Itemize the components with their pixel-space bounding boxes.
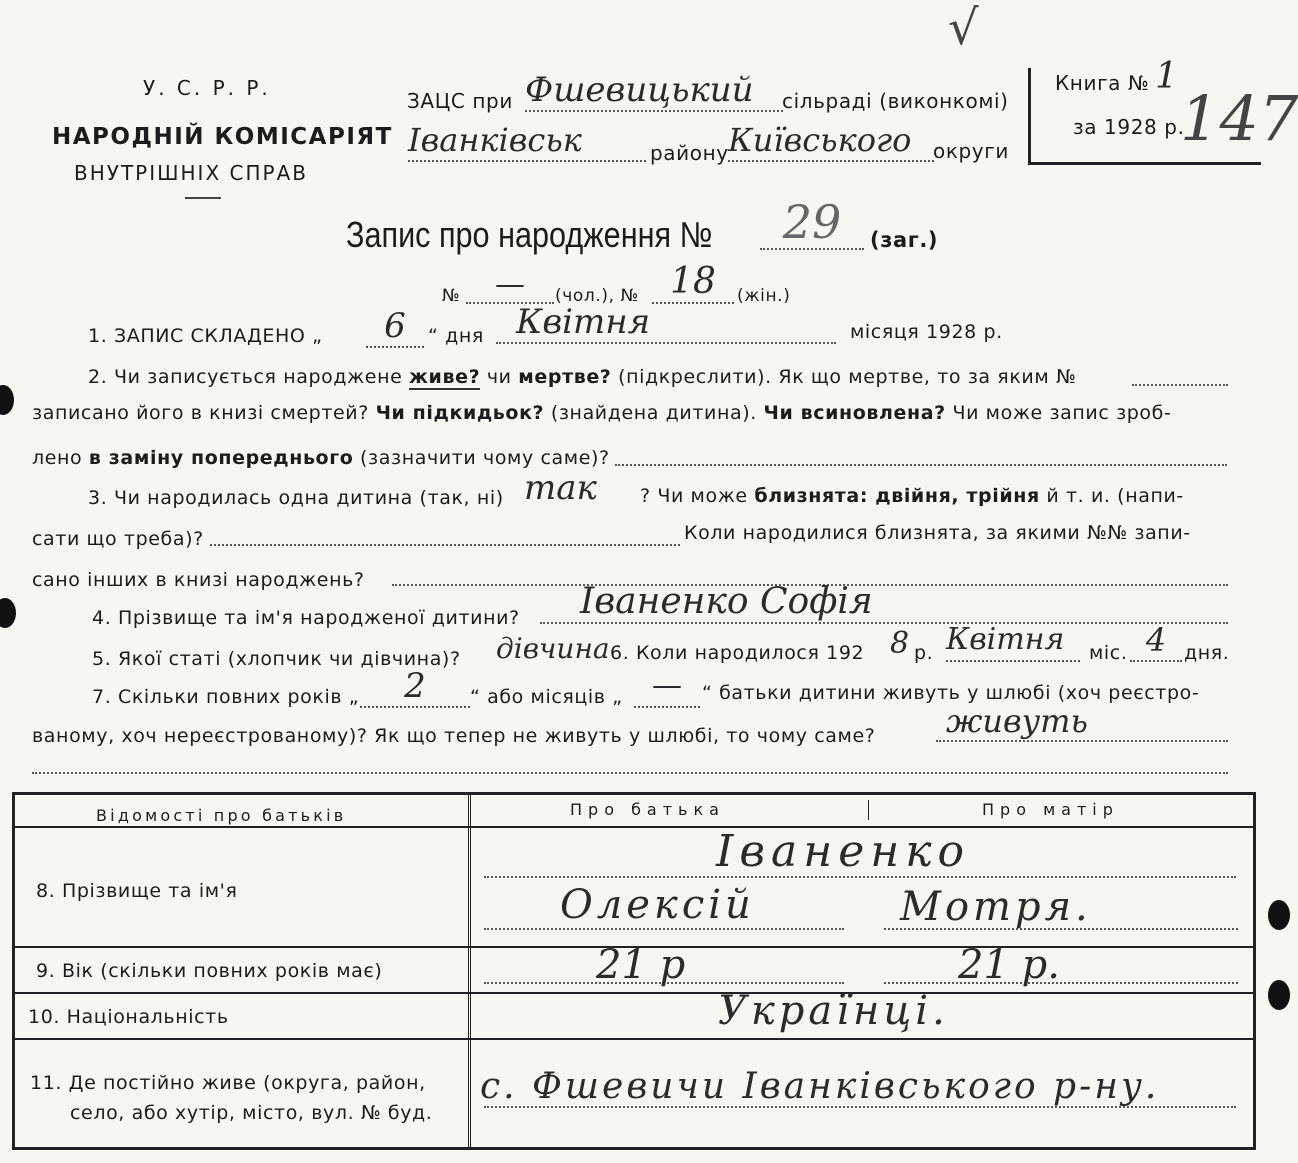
item2-line3: лено в заміну попереднього (зазначити чому саме)? — [32, 447, 610, 469]
row10-label: 10. Національність — [28, 1006, 229, 1028]
item2-dots-1 — [1132, 384, 1228, 386]
item4-label: 4. Прізвище та ім'я народженої дитини? — [92, 607, 520, 629]
table-header-info: Відомості про батьків — [96, 806, 347, 825]
male-suffix: (чол.), № — [555, 286, 639, 306]
row11-label-line2: село, або хутір, місто, вул. № буд. — [70, 1102, 433, 1124]
okruga-label: округи — [933, 139, 1009, 163]
item7-line1b: “ або місяців „ — [470, 686, 623, 708]
book-label: Книга № — [1055, 71, 1150, 95]
item5-label: 5. Якої статі (хлопчик чи дівчина)? — [92, 648, 461, 670]
title-suffix: (заг.) — [870, 228, 939, 252]
item7-married-handwritten: живуть — [936, 700, 1228, 742]
row10-nationality-handwritten: Українці. — [718, 988, 949, 1034]
item1-month-handwritten: Квітня — [496, 300, 836, 344]
book-number-handwritten: 1 — [1155, 56, 1178, 97]
check-mark: √ — [948, 0, 979, 56]
female-suffix: (жін.) — [737, 286, 791, 306]
ussr-heading: У. С. Р. Р. — [143, 76, 271, 100]
item1-day-handwritten: 6 — [366, 306, 424, 348]
item6-dnya: дня. — [1184, 642, 1230, 664]
punch-hole — [0, 598, 16, 628]
book-year: за 1928 р. — [1073, 115, 1185, 139]
item3-line2a: сати що треба)? — [32, 528, 204, 550]
row11-address-handwritten: с. Фшевичи Іванківського р-ну. — [480, 1066, 1160, 1107]
item4-child-name-handwritten: Іваненко Софія — [540, 580, 1228, 624]
item5-sex-handwritten: дівчина — [496, 632, 610, 665]
table-row-divider — [12, 1038, 1256, 1040]
row9-father-age-handwritten: 21 р — [596, 942, 686, 988]
zags-village-handwritten: Фшевицький — [525, 70, 783, 112]
item6-month-handwritten: Квітня — [946, 620, 1080, 662]
item2-dots-2 — [615, 464, 1227, 466]
record-number-handwritten: 29 — [760, 196, 864, 250]
item3-line3: сано інших в книзі народжень? — [32, 569, 365, 591]
table-col-divider — [468, 792, 471, 1150]
punch-hole — [1268, 900, 1290, 930]
item6-r: р. — [914, 642, 934, 664]
table-dots — [884, 982, 1238, 984]
row8-mother-name-handwritten: Мотря. — [900, 884, 1092, 930]
district-handwritten: Іванківськ — [408, 120, 646, 162]
item7-line1a: 7. Скільки повних років „ — [92, 686, 360, 708]
item7-years-handwritten: 2 — [360, 666, 470, 708]
row8-label: 8. Прізвище та ім'я — [36, 880, 238, 902]
item3-line1b: ? Чи може близнята: двійня, трійня й т. и. (напи- — [640, 485, 1184, 507]
record-title: Запис про народження № — [346, 214, 713, 255]
punch-hole — [0, 385, 14, 415]
male-number-label: № — [442, 286, 461, 306]
header-divider — [185, 197, 221, 199]
table-header-father: Про батька — [570, 800, 725, 819]
corner-number-handwritten: 147 — [1180, 82, 1298, 155]
item1-mid: “ дня — [428, 325, 484, 347]
item1-suffix: місяця 1928 р. — [850, 321, 1003, 343]
item2-line2: записано його в книзі смертей? Чи підкидьок? (знайдена дитина). Чи всиновлена? Чи може запис зроб- — [32, 402, 1172, 424]
punch-hole — [1268, 980, 1290, 1010]
female-number-handwritten: 18 — [652, 262, 734, 304]
row11-label-line1: 11. Де постійно живе (округа, район, — [30, 1072, 426, 1094]
row9-label: 9. Вік (скільки повних років має) — [36, 960, 383, 982]
table-header-mother: Про матір — [982, 800, 1119, 819]
row9-mother-age-handwritten: 21 р. — [958, 942, 1060, 988]
item6-label: 6. Коли народилося 192 — [610, 642, 865, 664]
item3-line2b: Коли народилися близнята, за якими №№ запи- — [684, 522, 1191, 544]
item7-line2: ваному, хоч нереєстрованому)? Як що тепер не живуть у шлюбі, то чому саме? — [32, 725, 876, 747]
item6-day-handwritten: 4 — [1130, 620, 1182, 662]
item3-handwritten: так — [524, 468, 597, 508]
zags-prefix: ЗАЦС при — [407, 89, 513, 113]
district-label: району — [650, 141, 729, 165]
table-col-divider — [868, 800, 869, 820]
table-dots — [484, 928, 844, 930]
item6-mis: міс. — [1089, 642, 1128, 664]
zags-suffix: сільраді (виконкомі) — [782, 89, 1009, 113]
row8-surname-handwritten: Іваненко — [716, 826, 970, 877]
item3-line1a: 3. Чи народилась одна дитина (так, ні) — [88, 487, 504, 509]
male-number-handwritten: — — [466, 268, 554, 304]
table-row-divider — [12, 826, 1256, 828]
table-row-divider — [12, 992, 1256, 994]
item7-months-handwritten: — — [634, 666, 700, 708]
item2-line1: 2. Чи записується народжене живе? чи мертве? (підкреслити). Як що мертве, то за яким № — [88, 366, 1077, 388]
internal-affairs-heading: ВНУТРІШНІХ СПРАВ — [74, 161, 308, 185]
item3-dots-1 — [210, 544, 680, 546]
item1-prefix: 1. ЗАПИС СКЛАДЕНО „ — [88, 325, 323, 347]
row8-father-name-handwritten: Олексій — [560, 882, 755, 928]
item7-dots-2 — [32, 772, 1228, 774]
okruga-handwritten: Київського — [728, 120, 934, 162]
item6-year-handwritten: 8 — [890, 626, 910, 661]
item7-line1c: “ батьки дитини живуть у шлюбі (хоч реєстро- — [702, 682, 1200, 704]
commissariat-heading: НАРОДНІЙ КОМІСАРІЯТ — [52, 124, 393, 150]
